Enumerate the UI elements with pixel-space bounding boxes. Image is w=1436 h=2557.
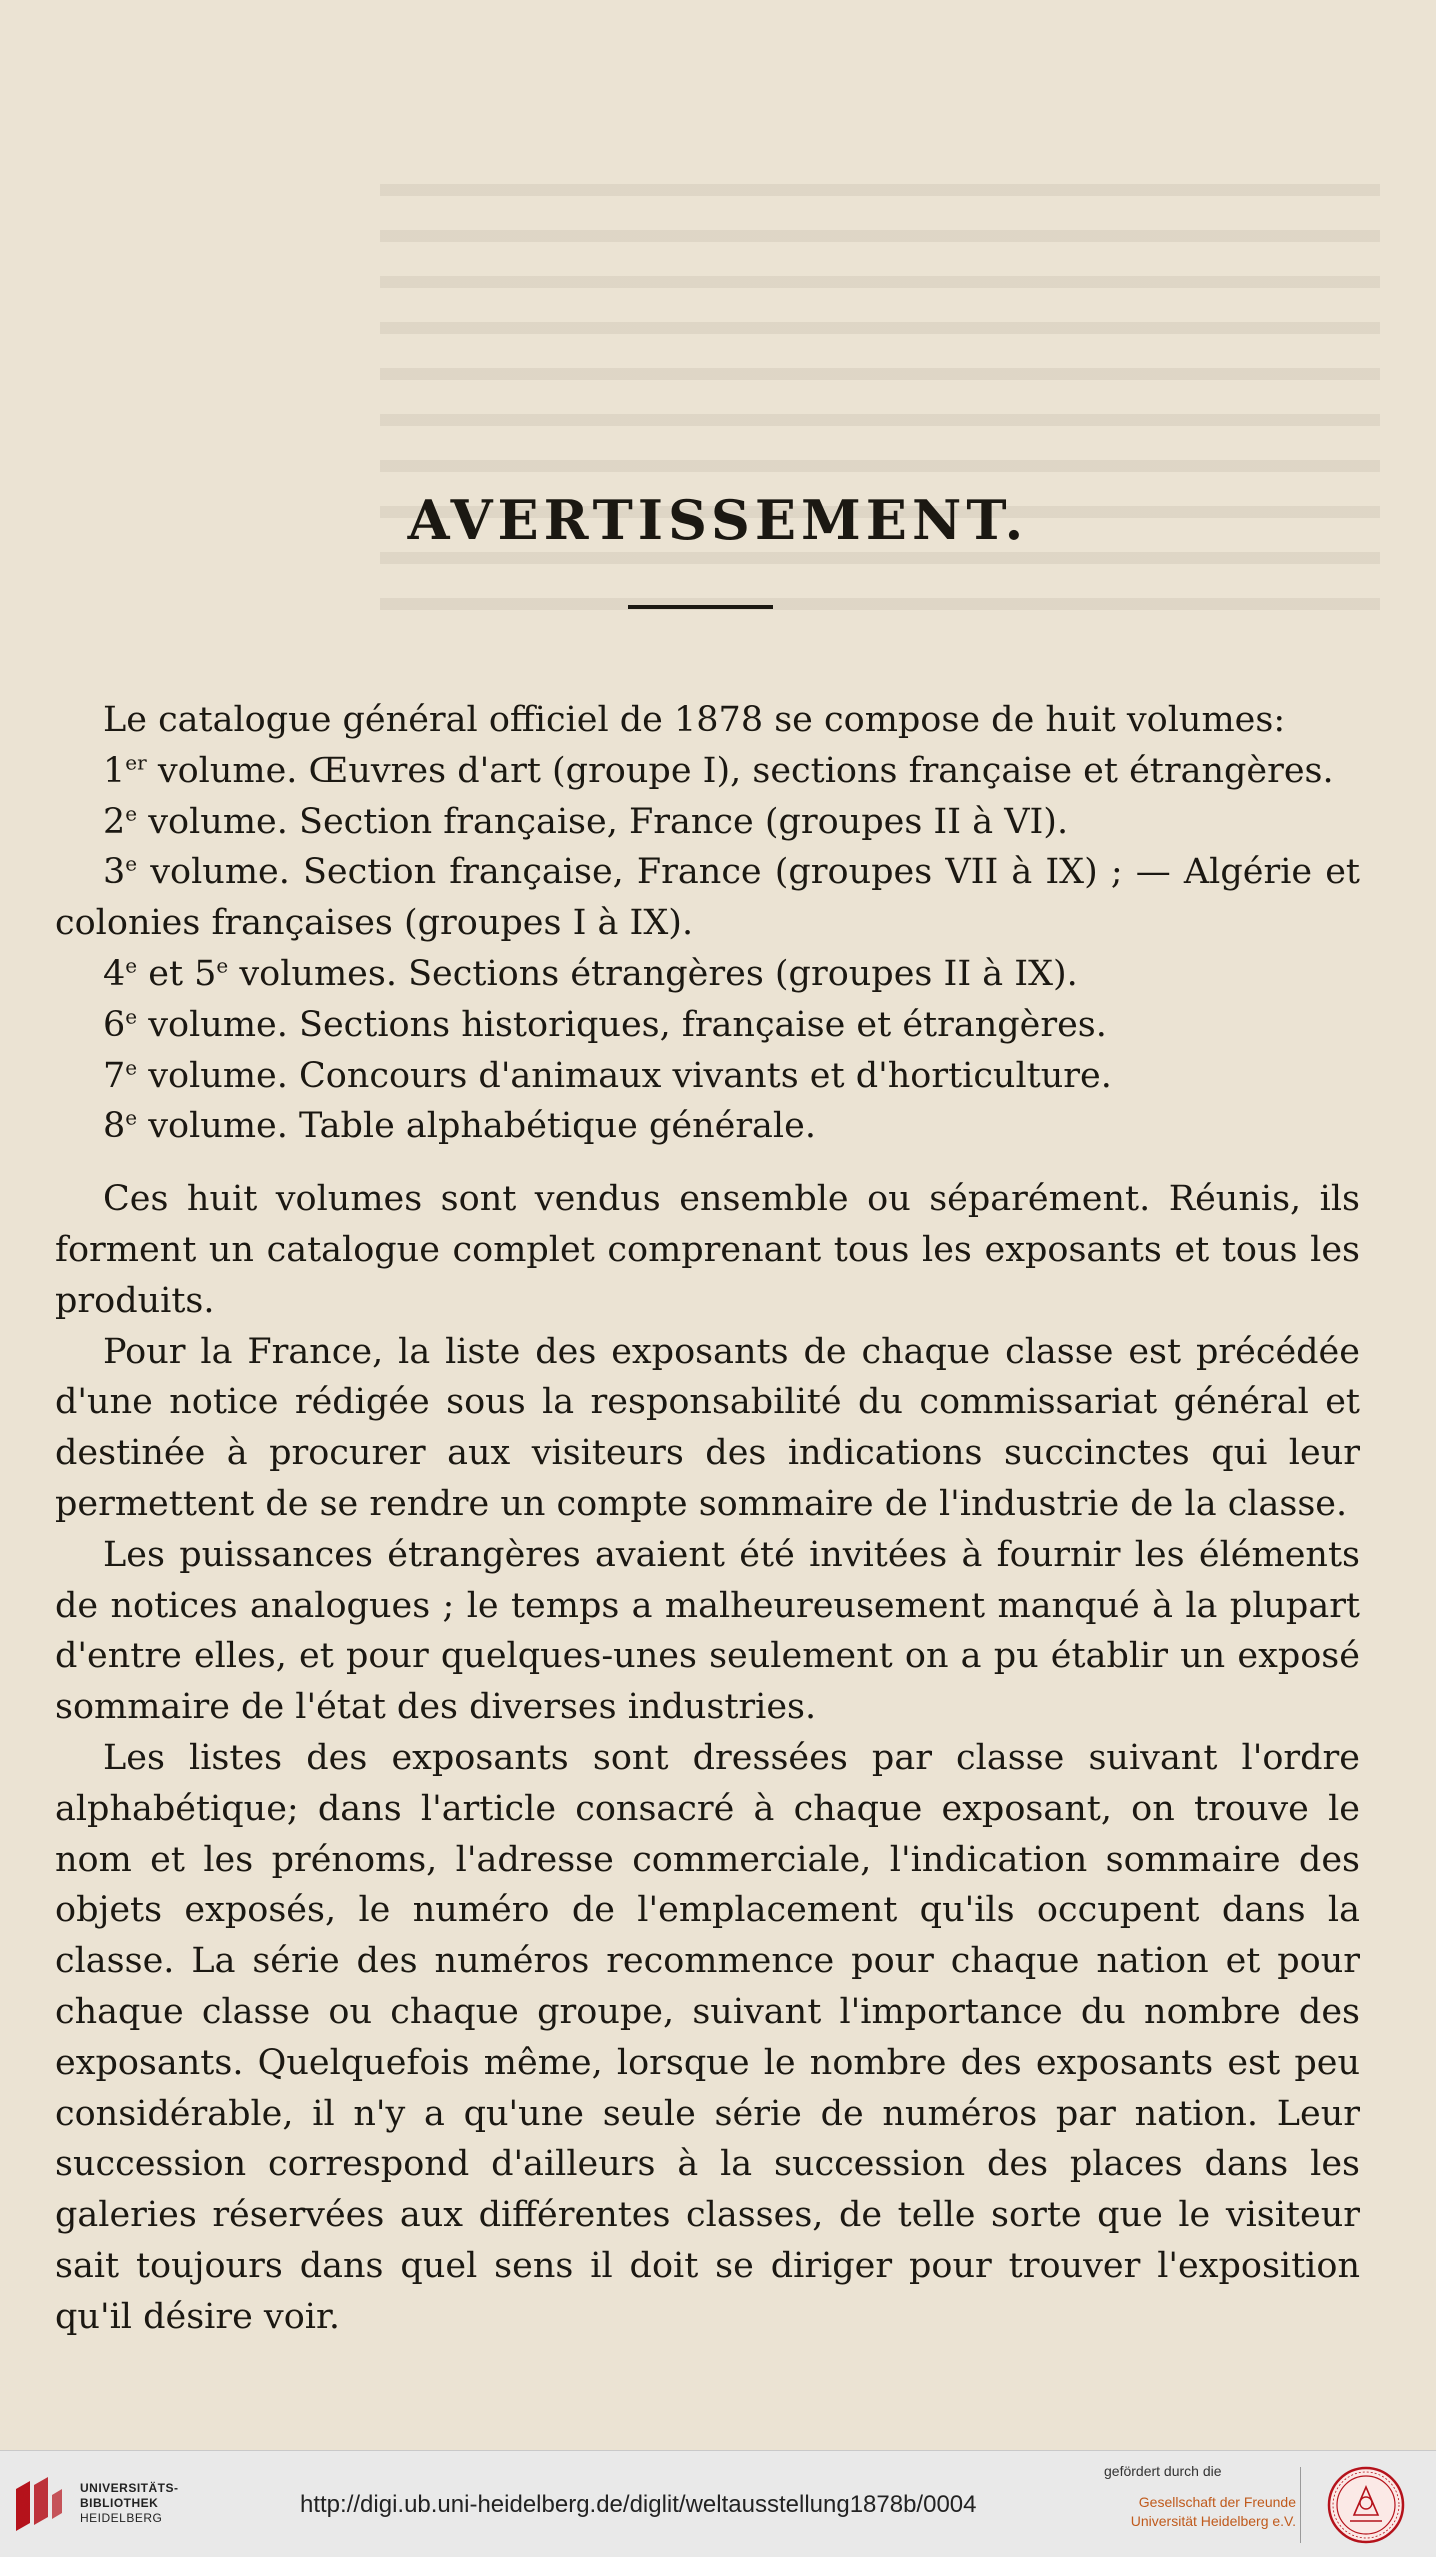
volume-line: 2e volume. Section française, France (groupes II à VI).	[103, 800, 1069, 842]
volume-line: 8e volume. Table alphabétique générale.	[103, 1105, 816, 1147]
title-rule	[628, 605, 773, 609]
paragraph-gap	[55, 1152, 1360, 1174]
footer-bar	[0, 2450, 1436, 2557]
university-seal-icon	[1320, 2465, 1412, 2545]
volume-line: 4e et 5e volumes. Sections étrangères (groupes II à IX).	[103, 953, 1078, 994]
body-text	[55, 695, 1360, 2343]
permalink-url[interactable]: http://digi.ub.uni-heidelberg.de/diglit/weltausstellung1878b/0004	[300, 2491, 977, 2518]
volume-line: 6e volume. Sections historiques, française et étrangères.	[103, 1004, 1107, 1045]
sponsor-block	[1100, 2463, 1296, 2531]
library-name: UNIVERSITÄTS- BIBLIOTHEK HEIDELBERG	[80, 2481, 179, 2525]
page-title: AVERTISSEMENT.	[407, 488, 1029, 552]
sponsor-name: Universität Heidelberg e.V.	[1130, 2513, 1296, 2529]
volume-line: 3e volume. Section française, France (groupes VII à IX) ; — Algérie et colonies françaises (groupes I à IX).	[55, 851, 1360, 944]
bleed-through-texture	[380, 150, 1380, 630]
ub-logo-icon	[12, 2475, 64, 2533]
paragraph: Pour la France, la liste des exposants de chaque classe est précédée d'une notice rédigée sous la responsabilité du commissariat général et destinée à procurer aux visiteurs des indications succinctes qui leur permettent de se rendre un compte sommaire de l'industrie de la classe.	[55, 1331, 1360, 1524]
volume-line: 1er volume. Œuvres d'art (groupe I), sections française et étrangères.	[103, 750, 1334, 791]
sponsor-name: Gesellschaft der Freunde	[1138, 2494, 1296, 2510]
paragraph: Les listes des exposants sont dressées par classe suivant l'ordre alphabétique; dans l'article consacré à chaque exposant, on trouve le nom et les prénoms, l'adresse commerciale, l'indication sommaire des objets exposés, le numéro de l'emplacement qu'ils occupent dans la classe. La série des numéros recommence pour chaque nation et pour chaque classe ou chaque groupe, suivant l'importance du nombre des exposants. Quelquefois même, lorsque le nombre des exposants est peu considérable, il n'y a qu'une seule série de numéros par nation. Leur succession correspond d'ailleurs à la succession des places dans les galeries réservées aux différentes classes, de telle sorte que le visiteur sait toujours dans quel sens il doit se diriger pour trouver l'exposition qu'il désire voir.	[55, 1737, 1360, 2337]
sponsor-divider	[1300, 2467, 1301, 2543]
sponsor-lead: gefördert durch die	[1104, 2463, 1222, 2479]
volume-line: 7e volume. Concours d'animaux vivants et d'horticulture.	[103, 1054, 1112, 1096]
paragraph: Les puissances étrangères avaient été invitées à fournir les éléments de notices analogues ; le temps a malheureusement manqué à la plupart d'entre elles, et pour quelques-unes seulement on a pu établir un exposé sommaire de l'état des diverses industries.	[55, 1534, 1360, 1728]
paragraph: Ces huit volumes sont vendus ensemble ou séparément. Réunis, ils forment un catalogue complet comprenant tous les exposants et tous les produits.	[55, 1179, 1360, 1321]
intro-paragraph: Le catalogue général officiel de 1878 se compose de huit volumes:	[103, 700, 1286, 740]
